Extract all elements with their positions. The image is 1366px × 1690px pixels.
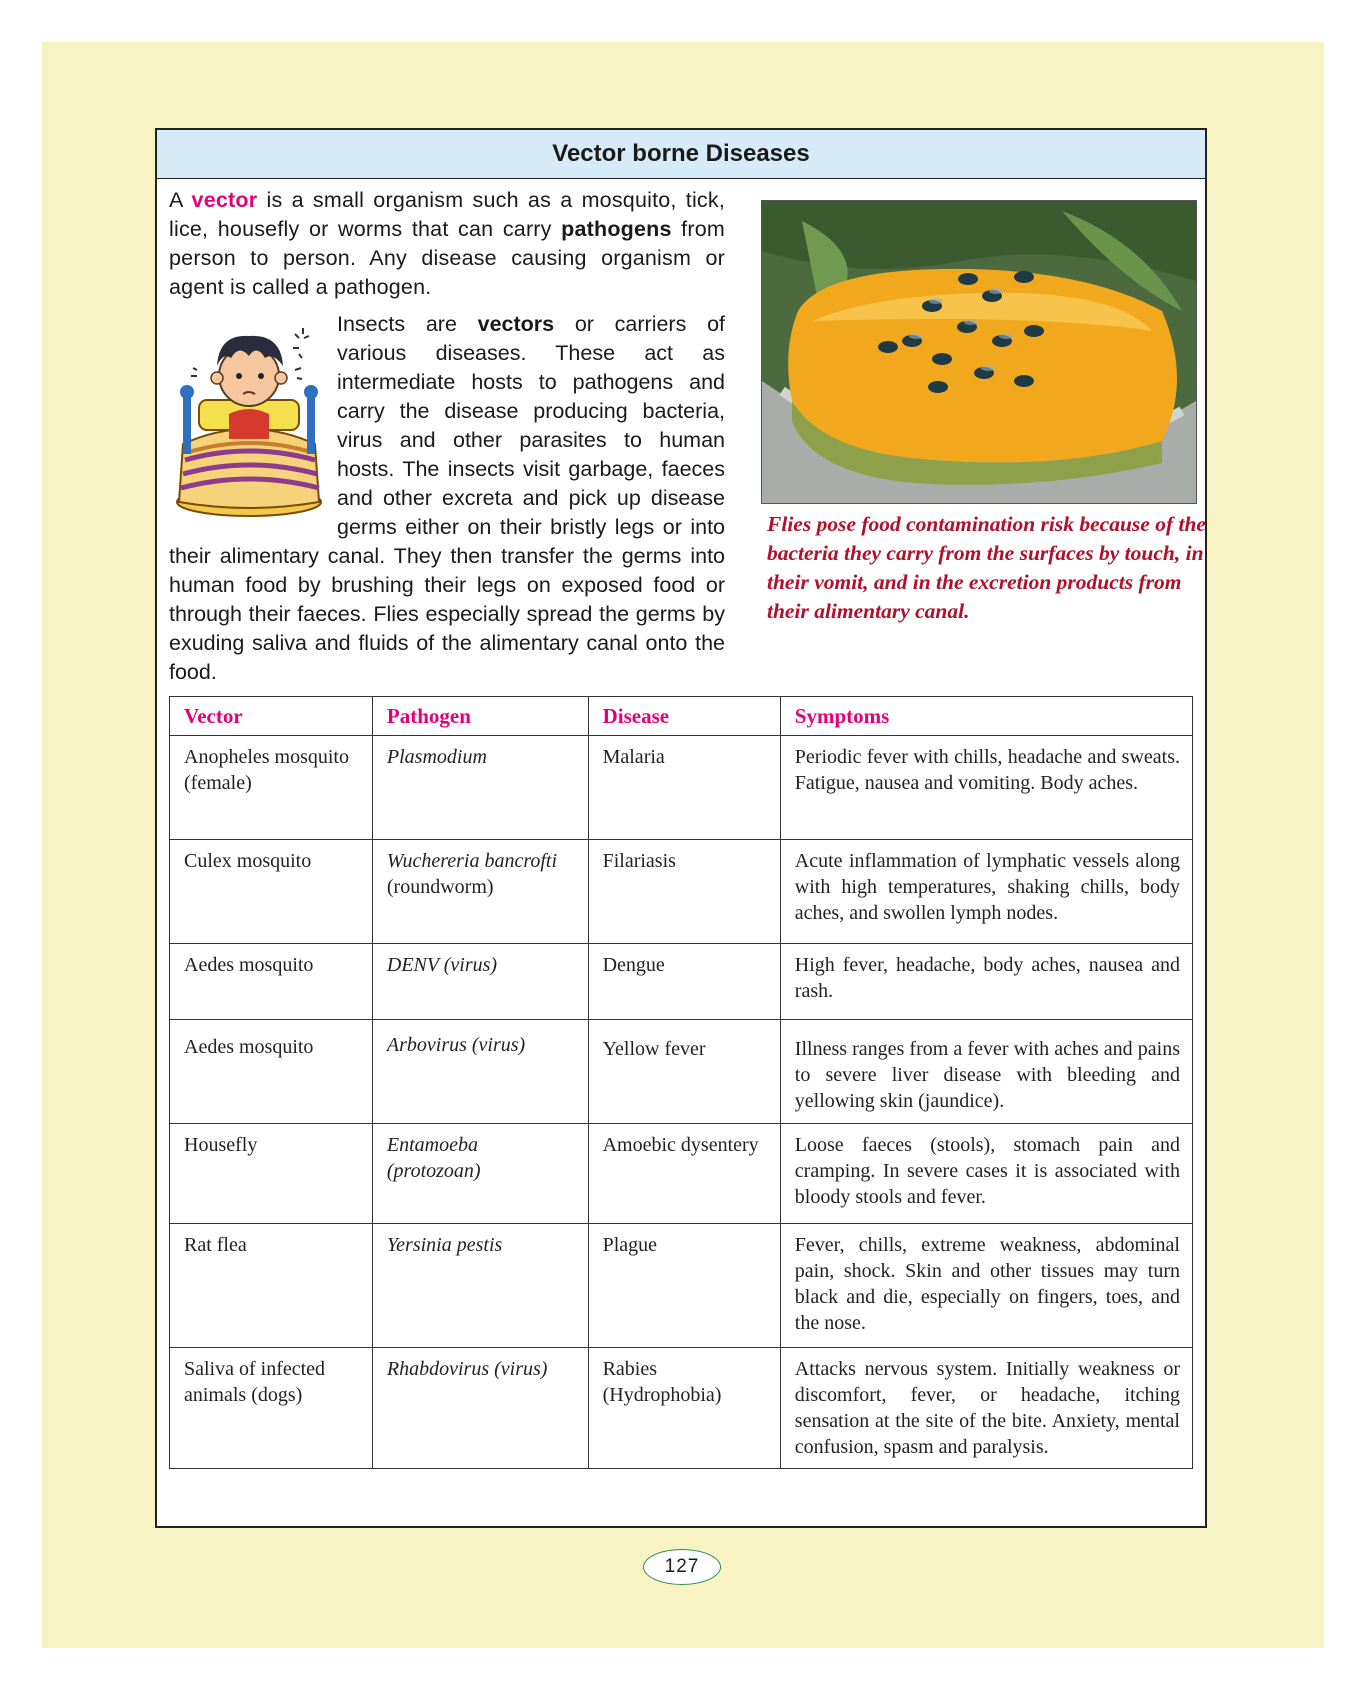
cell-pathogen: DENV (virus) — [372, 944, 588, 1020]
cell-vector: Aedes mosquito — [170, 944, 373, 1020]
cell-symptoms: Acute inflammation of lymphatic vessels along with high temperatures, shaking chills, body aches, and swollen lymph nodes. — [780, 840, 1192, 944]
term-vector: vector — [191, 188, 258, 212]
cell-disease: Malaria — [588, 736, 780, 840]
box-title: Vector borne Diseases — [157, 130, 1205, 179]
table-row — [170, 944, 1193, 1020]
flies-on-mango-image — [762, 201, 1196, 503]
page-number: 127 — [643, 1549, 721, 1585]
cell-disease: Dengue — [588, 944, 780, 1020]
cell-vector: Culex mosquito — [170, 840, 373, 944]
cell-pathogen: Yersinia pestis — [372, 1224, 588, 1348]
cell-disease: Plague — [588, 1224, 780, 1348]
cell-symptoms: Loose faeces (stools), stomach pain and cramping. In severe cases it is associated with bloody stools and fever. — [780, 1124, 1192, 1224]
cell-disease: Filariasis — [588, 840, 780, 944]
header-vector: Vector — [170, 697, 373, 736]
table-row — [170, 736, 1193, 840]
vector-disease-table — [169, 696, 1193, 1469]
header-pathogen: Pathogen — [372, 697, 588, 736]
term-pathogens: pathogens — [561, 217, 672, 241]
cell-vector: Saliva of infected animals (dogs) — [170, 1348, 373, 1469]
table-row — [170, 1020, 1193, 1124]
cell-vector: Anopheles mosquito (female) — [170, 736, 373, 840]
table-row — [170, 840, 1193, 944]
cell-symptoms: Illness ranges from a fever with aches and pains to severe liver disease with bleeding and yellowing skin (jaundice). — [780, 1020, 1192, 1124]
photo-caption: Flies pose food contamination risk because of the bacteria they carry from the surfaces by touch, in their vomit, and in the excretion products from their alimentary canal. — [767, 512, 1206, 623]
flies-on-food-photo — [761, 200, 1197, 504]
intro-paragraph: A vector is a small organism such as a mosquito, tick, lice, housefly or worms that can carry pathogens from person to person. Any disease causing organism or agent is called a pathogen. — [169, 188, 725, 299]
sick-child-illustration — [169, 314, 329, 522]
header-disease: Disease — [588, 697, 780, 736]
insects-paragraph: Insects are vectors or carriers of various diseases. These act as intermediate hosts to pathogens and carry the disease producing bacteria, virus and other parasites to human hosts. The insects visit garbage, faeces and other excreta and pick up disease germs either on their bristly legs or into their alimentary canal. They then transfer the germs into human food by brushing their legs on exposed food or through their faeces. Flies especially spread the germs by exuding saliva and fluids of the alimentary canal onto the food. — [169, 312, 725, 684]
table-row — [170, 1348, 1193, 1469]
vector-borne-diseases-box — [155, 128, 1207, 1528]
cell-symptoms: Fever, chills, extreme weakness, abdominal pain, shock. Skin and other tissues may turn black and die, especially on fingers, toes, and the nose. — [780, 1224, 1192, 1348]
table-header-row — [170, 697, 1193, 736]
table-row — [170, 1124, 1193, 1224]
cell-symptoms: Periodic fever with chills, headache and sweats. Fatigue, nausea and vomiting. Body aches. — [780, 736, 1192, 840]
cell-pathogen: Plasmodium — [372, 736, 588, 840]
header-symptoms: Symptoms — [780, 697, 1192, 736]
cell-vector: Aedes mosquito — [170, 1020, 373, 1124]
cell-disease: Amoebic dysentery — [588, 1124, 780, 1224]
cell-symptoms: High fever, headache, body aches, nausea and rash. — [780, 944, 1192, 1020]
cell-pathogen: Entamoeba (protozoan) — [372, 1124, 588, 1224]
cell-pathogen: Arbovirus (virus) — [372, 1020, 588, 1124]
table-row — [170, 1224, 1193, 1348]
cell-vector: Rat flea — [170, 1224, 373, 1348]
term-vectors: vectors — [477, 312, 555, 336]
cell-symptoms: Attacks nervous system. Initially weakness or discomfort, fever, or headache, itching sensation at the site of the bite. Anxiety, mental confusion, spasm and paralysis. — [780, 1348, 1192, 1469]
cell-disease: Rabies (Hydrophobia) — [588, 1348, 780, 1469]
cell-pathogen: Wuchereria bancrofti (roundworm) — [372, 840, 588, 944]
cell-pathogen: Rhabdovirus (virus) — [372, 1348, 588, 1469]
cell-disease: Yellow fever — [588, 1020, 780, 1124]
cell-vector: Housefly — [170, 1124, 373, 1224]
